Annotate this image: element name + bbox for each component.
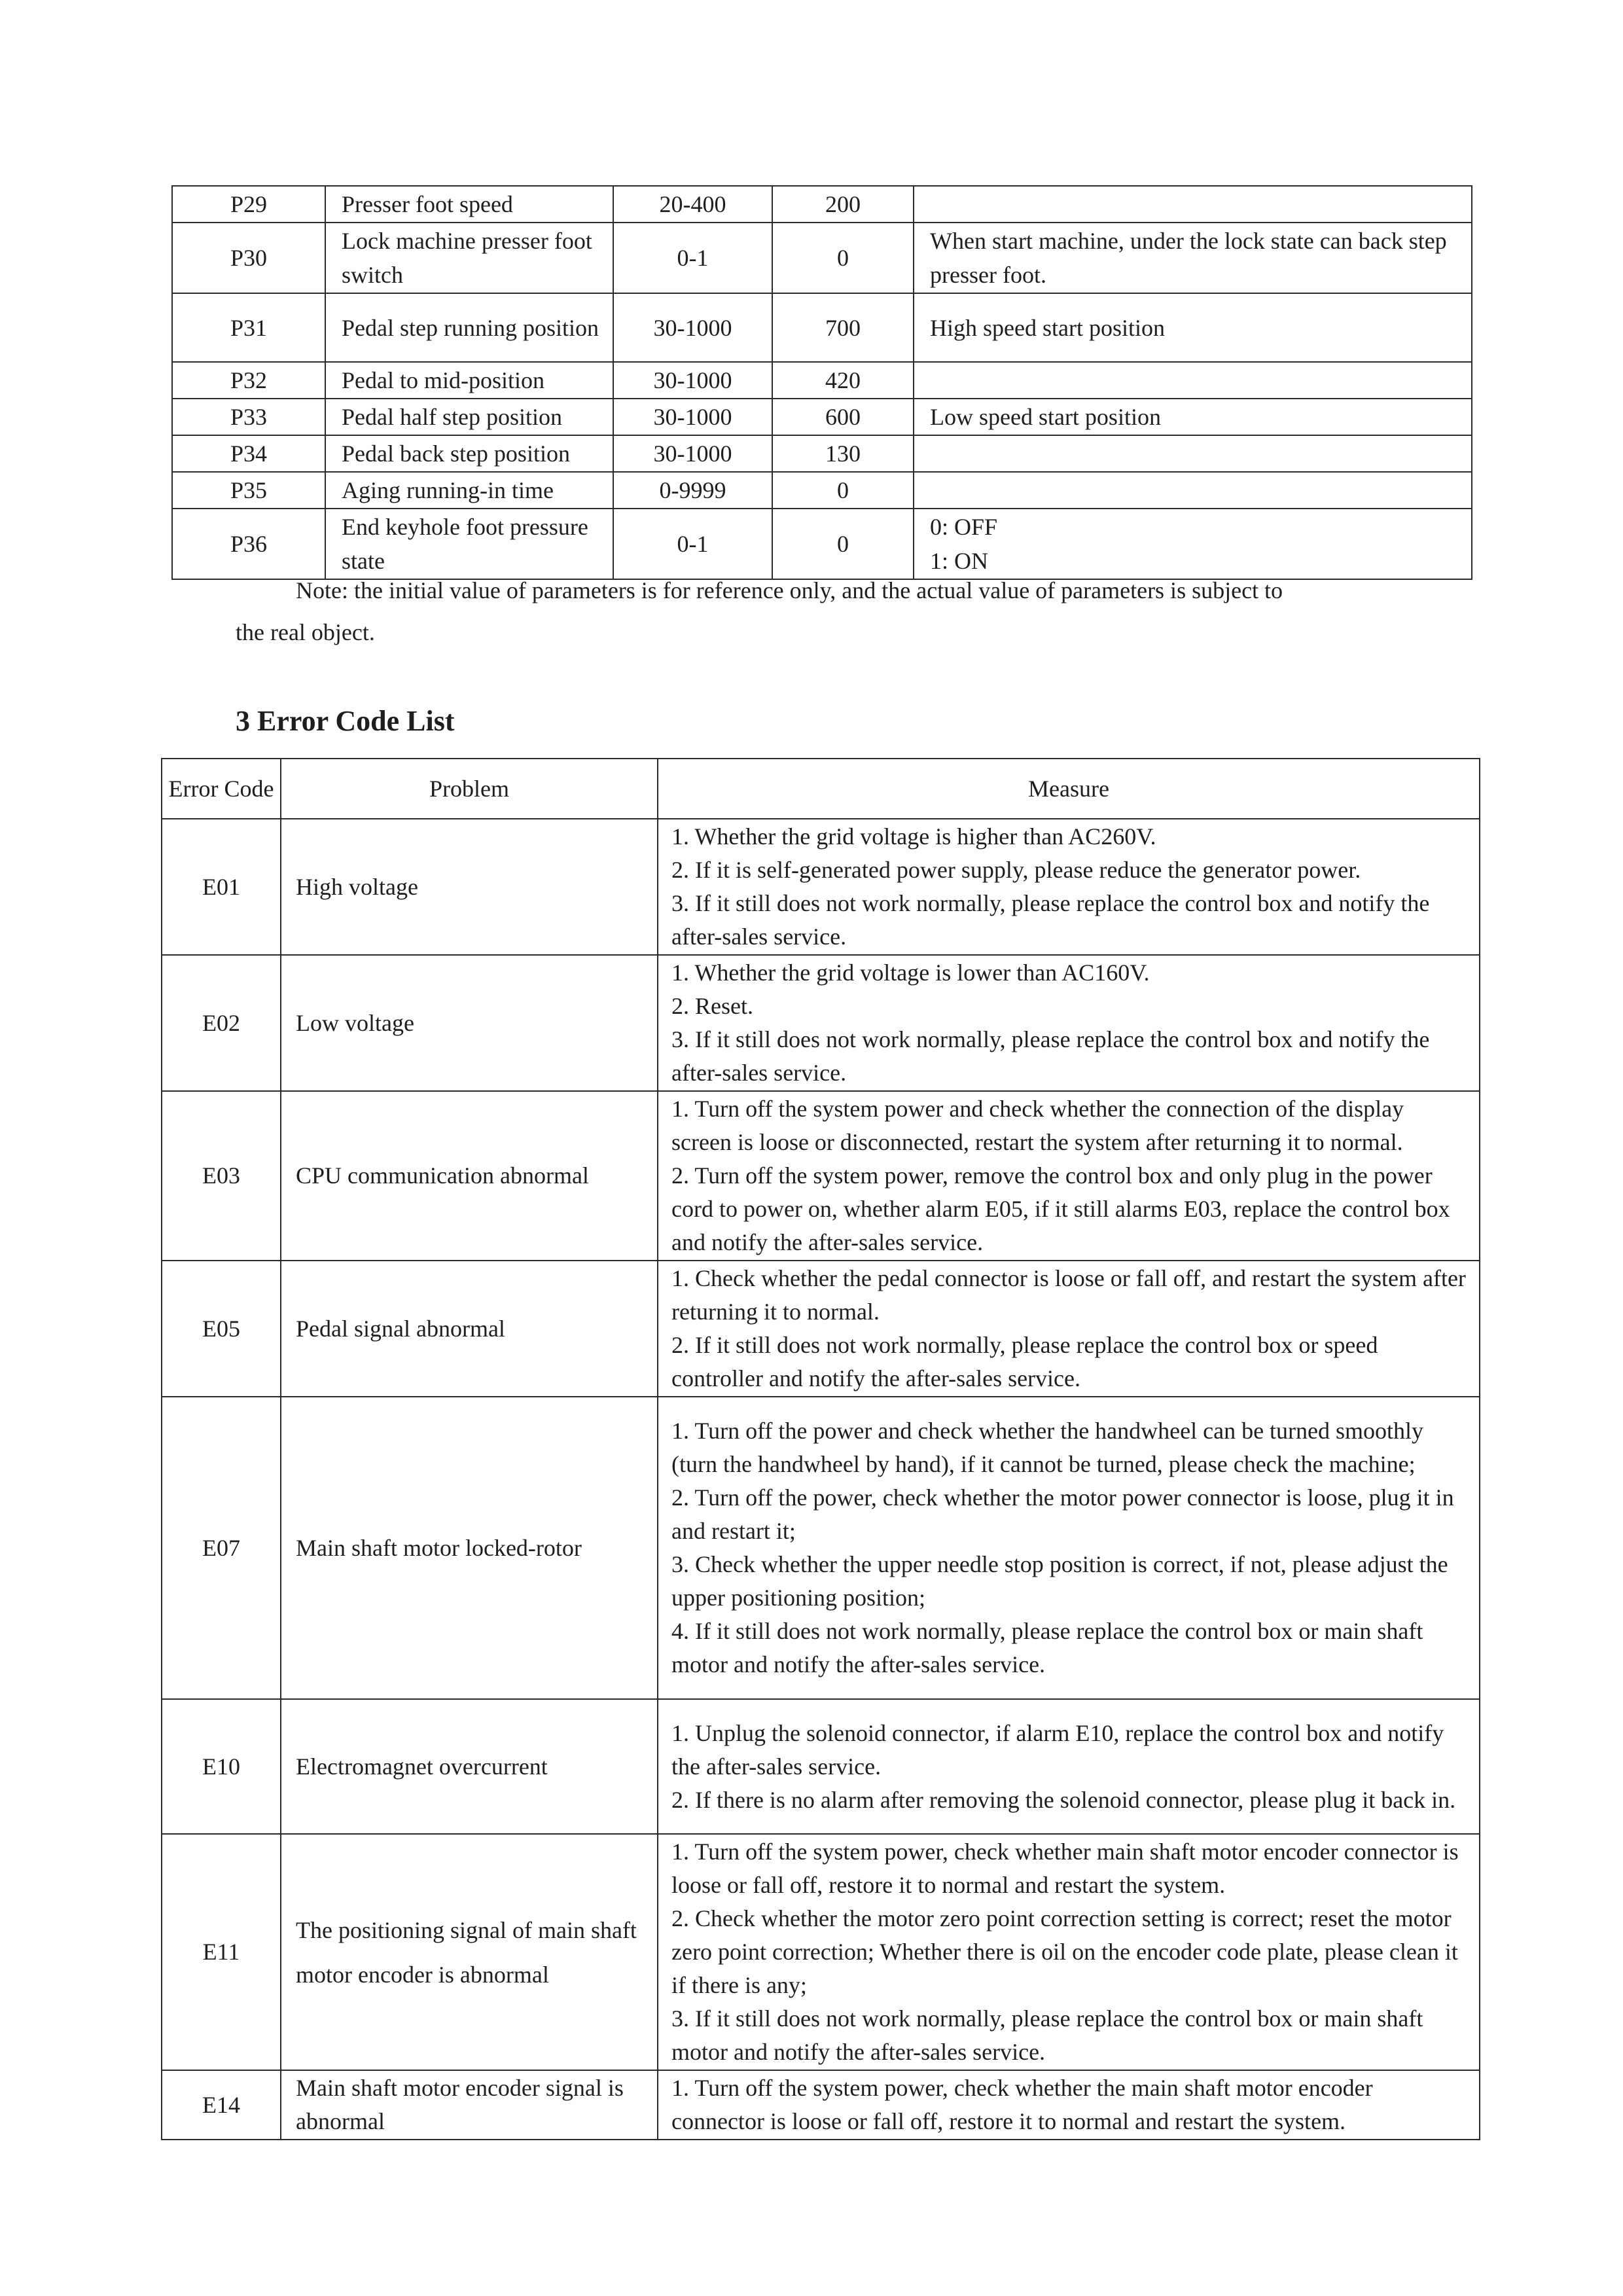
error-problem: The positioning signal of main shaft motor encoder is abnormal [281,1834,658,2070]
measure-step: 2. If it still does not work normally, please replace the control box or speed controller and notify the after-sales service. [671,1332,1378,1391]
measure-step: 2. Turn off the power, check whether the motor power connector is loose, plug it in and restart it; [671,1484,1454,1544]
table-row [162,1834,1480,2070]
measure-step: 3. Check whether the upper needle stop position is correct, if not, please adjust the upper positioning position; [671,1551,1448,1611]
error-measure [658,1261,1480,1397]
param-code: P32 [172,362,325,399]
error-code-table [161,758,1480,2140]
error-measure [658,1699,1480,1834]
param-default: 600 [772,399,914,435]
error-measure [658,955,1480,1091]
param-code: P34 [172,435,325,472]
measure-step: 2. If it is self-generated power supply, please reduce the generator power. [671,857,1361,883]
param-description: 0: OFF 1: ON [914,509,1472,579]
error-problem: Pedal signal abnormal [281,1261,658,1397]
param-default: 420 [772,362,914,399]
param-range: 0-1 [613,223,772,293]
param-range: 30-1000 [613,293,772,362]
header-problem: Problem [281,759,658,819]
measure-step: 4. If it still does not work normally, please replace the control box or main shaft motor and notify the after-sales service. [671,1618,1423,1677]
measure-step: 1. Check whether the pedal connector is loose or fall off, and restart the system after returning it to normal. [671,1265,1466,1325]
error-code: E11 [162,1834,281,2070]
error-problem: Electromagnet overcurrent [281,1699,658,1834]
param-description: When start machine, under the lock state can back step presser foot. [914,223,1472,293]
param-default: 200 [772,186,914,223]
param-name: Lock machine presser foot switch [325,223,613,293]
measure-step: 1. Turn off the power and check whether the handwheel can be turned smoothly (turn the handwheel by hand), if it cannot be turned, please check the machine; [671,1418,1424,1477]
measure-step: 3. If it still does not work normally, please replace the control box and notify the after-sales service. [671,890,1430,950]
error-code: E03 [162,1091,281,1261]
param-description [914,472,1472,509]
param-code: P31 [172,293,325,362]
param-description: High speed start position [914,293,1472,362]
param-name: End keyhole foot pressure state [325,509,613,579]
error-code: E10 [162,1699,281,1834]
measure-step: 2. Reset. [671,993,753,1019]
param-range: 20-400 [613,186,772,223]
measure-step: 1. Whether the grid voltage is higher than AC260V. [671,823,1156,850]
measure-step: 1. Unplug the solenoid connector, if alarm E10, replace the control box and notify the after-sales service. [671,1719,1444,1780]
measure-step: 1. Turn off the system power, check whether main shaft motor encoder connector is loose or fall off, restore it to normal and restart the system. [671,1839,1459,1898]
param-description: Low speed start position [914,399,1472,435]
param-description [914,435,1472,472]
measure-step: 2. If there is no alarm after removing the solenoid connector, please plug it back in. [671,1786,1456,1813]
param-name: Pedal half step position [325,399,613,435]
note-text: Note: the initial value of parameters is for reference only, and the actual value of parameters is subject to [296,577,1283,603]
note-text-continued: the real object. [236,619,375,645]
param-name: Aging running-in time [325,472,613,509]
error-problem: Main shaft motor encoder signal is abnormal [281,2070,658,2140]
table-row [162,955,1480,1091]
table-header-row [162,759,1480,819]
table-row [162,1091,1480,1261]
param-name: Pedal step running position [325,293,613,362]
param-code: P35 [172,472,325,509]
table-row [172,293,1472,362]
param-description [914,362,1472,399]
param-name: Pedal back step position [325,435,613,472]
param-default: 130 [772,435,914,472]
table-row [172,472,1472,509]
measure-step: 2. Check whether the motor zero point correction setting is correct; reset the motor zero point correction; Whether there is oil on the encoder code plate, please clean it if there is any; [671,1905,1458,1998]
error-problem: High voltage [281,819,658,955]
param-code: P33 [172,399,325,435]
error-measure [658,1091,1480,1261]
table-row [172,362,1472,399]
measure-step: 1. Whether the grid voltage is lower than AC160V. [671,960,1150,986]
table-row [172,186,1472,223]
measure-step: 3. If it still does not work normally, please replace the control box and notify the after-sales service. [671,1026,1430,1086]
param-name: Presser foot speed [325,186,613,223]
error-problem: Low voltage [281,955,658,1091]
table-row [162,1261,1480,1397]
header-measure: Measure [658,759,1480,819]
param-range: 0-1 [613,509,772,579]
param-default: 0 [772,472,914,509]
param-code: P30 [172,223,325,293]
error-table-body [162,819,1480,2140]
error-problem: CPU communication abnormal [281,1091,658,1261]
param-range: 30-1000 [613,399,772,435]
table-row [162,2070,1480,2140]
table-row [172,223,1472,293]
table-row [172,509,1472,579]
param-name: Pedal to mid-position [325,362,613,399]
error-problem: Main shaft motor locked-rotor [281,1397,658,1699]
measure-step: 3. If it still does not work normally, please replace the control box or main shaft motor and notify the after-sales service. [671,2005,1423,2065]
table-row [172,435,1472,472]
error-code: E05 [162,1261,281,1397]
error-code: E07 [162,1397,281,1699]
param-code: P29 [172,186,325,223]
error-measure [658,1834,1480,2070]
error-code: E14 [162,2070,281,2140]
parameter-table-body [172,186,1472,579]
table-row [172,399,1472,435]
measure-step: 1. Turn off the system power and check whether the connection of the display screen is loose or disconnected, restart the system after returning it to normal. [671,1096,1404,1155]
param-description [914,186,1472,223]
header-error-code: Error Code [162,759,281,819]
param-default: 0 [772,509,914,579]
param-default: 700 [772,293,914,362]
section-title: 3 Error Code List [236,705,455,737]
table-row [162,819,1480,955]
param-code: P36 [172,509,325,579]
table-row [162,1397,1480,1699]
error-measure [658,1397,1480,1699]
error-measure [658,2070,1480,2140]
error-code: E02 [162,955,281,1091]
measure-step: 2. Turn off the system power, remove the control box and only plug in the power cord to power on, whether alarm E05, if it still alarms E03, replace the control box and notify the after-sales service. [671,1162,1450,1255]
error-measure [658,819,1480,955]
table-row [162,1699,1480,1834]
measure-step: 1. Turn off the system power, check whether the main shaft motor encoder connector is loose or fall off, restore it to normal and restart the system. [671,2075,1373,2134]
param-default: 0 [772,223,914,293]
param-range: 30-1000 [613,435,772,472]
param-range: 0-9999 [613,472,772,509]
parameter-table [171,185,1472,580]
param-range: 30-1000 [613,362,772,399]
error-code: E01 [162,819,281,955]
